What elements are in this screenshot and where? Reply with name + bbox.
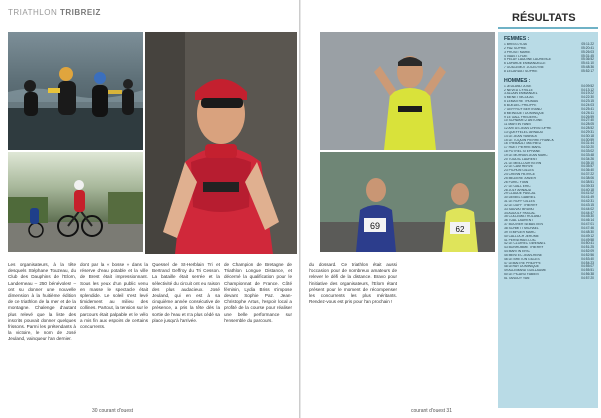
result-name: 45 MENTEC JEAN-RENE [504, 253, 543, 257]
result-time: 04:27:40 [581, 118, 594, 123]
women-category: FEMMES : [504, 36, 530, 42]
result-name: 30 DENIEL GABRIEL [504, 196, 536, 200]
result-time: 04:38:51 [581, 179, 594, 184]
result-name: 36 TUAL LAURENT [504, 219, 534, 223]
result-name: 34 AUDOLY PASCAL [504, 211, 536, 215]
result-name: 51 TANGUY YAN [504, 276, 530, 280]
result-time: 04:44:02 [581, 206, 594, 211]
men-category: HOMMES : [504, 77, 531, 84]
result-time: 04:23:15 [581, 99, 594, 104]
result-name: 25 MEZIERE XAVIER [504, 177, 537, 180]
article-column-5: du dossard. Ce triathlon était aussi l'occasion pour de nombreux amateurs de relever le défi de la distance. Bravo pour l'initiative des organisateurs, l'Elorn étant présent pour le moment de récompenser les concurrents les plus méritants. Rendez-vous est pris pour l'an prochain ! [309, 262, 397, 305]
result-time: 04:39:33 [581, 183, 594, 188]
result-name: 20 TOUDIC LAURENT [504, 157, 538, 161]
result-time: 04:47:01 [581, 222, 594, 227]
result-time: 04:44:47 [581, 210, 594, 215]
result-name: 4 VAAST LYDIE [504, 54, 528, 58]
result-time: 05:26:03 [581, 49, 594, 54]
run-leg-photo [320, 152, 495, 252]
result-time: 04:37:22 [581, 172, 594, 177]
result-time: 04:22:30 [581, 95, 594, 100]
result-name: 42 LE CLOIREC GWENAEL [504, 242, 546, 246]
result-time: 04:35:10 [581, 160, 594, 165]
result-time: 04:40:18 [581, 187, 594, 192]
result-name: 2 NEVEU CYRILLE [504, 88, 533, 92]
result-name: 16 THEBAULT MATHIEU [504, 142, 541, 146]
result-time: 04:52:56 [581, 252, 594, 257]
result-name: 37 BOUVIER SEBASTIEN [504, 223, 543, 227]
result-time: 04:45:30 [581, 214, 594, 219]
result-time: 04:46:14 [581, 218, 594, 223]
result-name: 26 FURIC YVAN [504, 180, 529, 184]
result-name: 1 BRISS LYDIA [504, 43, 527, 46]
bike-leg-photo [8, 152, 143, 252]
result-time: 05:41:10 [581, 61, 594, 66]
result-name: 48 LERAY DOMINIQUE [504, 265, 540, 269]
result-name: 31 LE ROFF GILLES [504, 200, 535, 204]
swim-start-photo [8, 32, 143, 150]
result-time: 04:43:15 [581, 202, 594, 207]
result-name: 29 CLAUDE PASCAL [504, 192, 536, 196]
result-name: 49 ALLEMAND GUILLAUME [504, 269, 547, 273]
result-name: 2 PAZ SOPHIE [504, 46, 527, 50]
article-column-4: de Champion de Bretagne de Triathlon Longue Distance, et décerné la qualification pour le Championnat de France. Côté féminin, Lydia Briss s'impose devant Sophie Paz. Jean-Christophe Artus, l'espoir local a profité de la course pour réaliser une belle performance sur l'ensemble du parcours. [224, 262, 292, 323]
result-name: 38 SCHMITT MICHAEL [504, 226, 539, 230]
result-time: 04:50:41 [581, 241, 594, 246]
result-name: 9 LE GALL FREDERIC [504, 115, 538, 119]
result-time: 04:32:20 [581, 145, 594, 150]
result-time: 04:31:44 [581, 141, 594, 146]
result-name: 5 PELAY LAUDINE LAURENCE [504, 58, 552, 62]
women-results-list [498, 43, 598, 74]
result-time: 04:38:06 [581, 176, 594, 180]
result-time: 04:29:31 [581, 129, 594, 134]
section-header [8, 8, 101, 17]
result-name: 13 QUEFFELEC ARNAUD [504, 130, 544, 134]
result-name: 3 ALLAIN EMMANUEL [504, 92, 538, 96]
result-name: 15 LE TOQUIN PIERRE FRANCK [504, 138, 554, 142]
result-name: 27 LE GALL ERIC [504, 184, 531, 188]
result-time: 04:33:48 [581, 152, 594, 157]
page-folio-right: courant d'ouest 31 [411, 408, 452, 414]
result-time: 05:20:41 [581, 45, 594, 50]
section-title: TRIBREIZ [59, 8, 101, 17]
men-results-list [498, 85, 598, 281]
result-name: 46 LE BRETON GILLES [504, 257, 540, 261]
result-time: 04:41:02 [581, 191, 594, 196]
result-name: 6 BOEDEC PHILIPPE [504, 103, 537, 107]
result-time: 04:42:31 [581, 199, 594, 204]
section-label: TRIATHLON [8, 8, 58, 17]
result-time: 04:49:12 [581, 233, 594, 238]
result-time: 04:47:46 [581, 225, 594, 230]
result-name: 43 BONHOMME THIERRY [504, 246, 544, 250]
result-time: 04:55:07 [581, 264, 594, 269]
result-name: 21 LE MEILLOUR KEVIN [504, 161, 542, 165]
result-name: 7 GUILLEMOT JOCELYNE [504, 66, 544, 70]
result-name: 35 COLLEMAT ROLAND [504, 215, 541, 219]
result-name: 6 LAPARDE EMMANUELLE [504, 62, 546, 66]
result-name: 24 CRENN PATRICE [504, 173, 536, 177]
result-name: 8 LECARDAT SOPHIE [504, 69, 538, 73]
result-time: 04:56:38 [581, 272, 594, 277]
result-time: 04:33:02 [581, 149, 594, 154]
bib-number-right: 62 [455, 225, 465, 234]
bib-number-left: 69 [369, 221, 381, 231]
result-time: 04:41:49 [581, 195, 594, 200]
result-name: 33 SAUVAT BRUNO [504, 207, 535, 211]
result-time: 05:52:17 [581, 68, 594, 73]
result-time: 04:28:05 [581, 122, 594, 127]
result-time: 05:36:52 [581, 57, 594, 62]
article-column-1: Les organisateurs, à la tête desquels Stéphane Touzeau, du Club des Dauphins de l'Elorn, Landerneau – 250 bénévoles! – ont su donner une nouvelle dimension à la huitième édition de ce triathlon de la mer et de la montagne. Chalenge d'autant plus relevé que la liste des inscrits pouvait donner quelques frissons. Parmi les prétendants à la victoire, le nom de José Jeuland, vainqueur l'an dernier. [8, 262, 76, 342]
result-time: 04:48:30 [581, 229, 594, 234]
result-name: 8 MEINGUET DOMINIQUE [504, 111, 545, 115]
result-name: 50 LE PICARD FABIEN [504, 273, 539, 277]
result-time: 04:36:40 [581, 168, 594, 173]
result-name: 39 TEMPLIER MARC [504, 230, 536, 234]
left-page [0, 0, 300, 418]
winner-portrait-photo [145, 32, 297, 254]
page-folio-left: 30 courant d'ouest [92, 408, 133, 414]
result-row [498, 277, 598, 281]
result-name: 47 LEMAITRE PHILIPPE [504, 261, 541, 265]
result-name: 7 GEFFROY BERTRAND [504, 107, 542, 111]
result-name: 40 CALLOCH JEROME [504, 234, 539, 238]
result-time: 04:54:23 [581, 260, 594, 265]
result-time: 04:28:52 [581, 126, 594, 131]
result-name: 4 MENET NICOLAS [504, 96, 534, 100]
result-name: 18 POTREL STEPHANE [504, 150, 541, 154]
result-time: 05:31:45 [581, 53, 594, 58]
result-name: 23 PICHON GILLES [504, 169, 534, 173]
result-name: 3 PROSIT MARIE [504, 50, 531, 54]
result-name: 32 LE DUFF THIERRY [504, 203, 538, 207]
result-time: 05:48:36 [581, 65, 594, 70]
result-time: 04:53:40 [581, 256, 594, 261]
article-column-2: dont par la « bosse » dans la réserve d'eau potable et la ville de Brest était impressionnant. Sous les yeux d'un public venu en masse le spectacle était splendide. Le soleil s'est levé timidement au milieu des collines. Partout, la tension sur le parcours était palpable et le vélo a mis fin aux espoirs de certains concurrents. [80, 262, 148, 330]
result-name: 22 LE CAM HERVE [504, 165, 534, 169]
results-rule [498, 27, 598, 29]
result-name: 11 MARTIN YANN [504, 123, 531, 127]
result-time: 04:26:11 [581, 110, 594, 115]
result-name: 5 LEMAITRE THOMAS [504, 100, 539, 104]
result-name: 44 MARTIN ERIC [504, 250, 530, 254]
article-column-3: Quessel de St-Herblain Tri et Bertrand Geffroy du Tri Cesson. La bataille était serrée et la sélectivité du circuit ont eu raison des plus audacieux. José Jeuland, qui en est à sa cinquième année consécutive de présence, a pris la tête dès la sortie de l'eau et n'a plus cédé sa place jusqu'à l'arrivée. [152, 262, 220, 323]
result-time: 04:34:26 [581, 156, 594, 161]
result-time: 04:30:59 [581, 137, 594, 142]
result-time: 04:09:52 [581, 83, 594, 88]
result-time: 04:26:59 [581, 114, 594, 119]
result-time: 04:51:25 [581, 245, 594, 250]
result-name: 1 JEULAND JOSÉ [504, 84, 532, 88]
result-name: 19 LE MORVAN JEAN MARC [504, 153, 548, 157]
result-name: 17 HUET PIERRE MARC [504, 146, 542, 150]
result-time: 04:13:12 [581, 87, 594, 92]
results-title: RÉSULTATS [512, 12, 576, 24]
result-name: 14 LE JEAN YANNICK [504, 134, 538, 138]
result-time: 05:11:22 [581, 42, 594, 46]
results-panel [498, 32, 598, 408]
result-row [498, 70, 598, 74]
result-name: 10 SCHWARTZ ANTOINE [504, 119, 543, 123]
result-time: 04:19:22 [581, 91, 594, 96]
result-time: 04:52:09 [581, 249, 594, 254]
result-name: 28 JOLY ARNAUD [504, 188, 532, 192]
result-name: 41 PERSEHAIS LOIC [504, 238, 537, 242]
result-time: 04:55:51 [581, 268, 594, 273]
result-time: 04:24:03 [581, 102, 594, 107]
result-time: 04:49:58 [581, 237, 594, 242]
result-time: 04:30:18 [581, 133, 594, 138]
result-time: 04:25:41 [581, 106, 594, 111]
finish-line-photo [320, 32, 495, 150]
result-time: 04:35:57 [581, 164, 594, 169]
result-name: 12 ARTUS JEAN CHRISTOPHE [504, 127, 552, 131]
result-time: 04:57:20 [581, 275, 594, 280]
